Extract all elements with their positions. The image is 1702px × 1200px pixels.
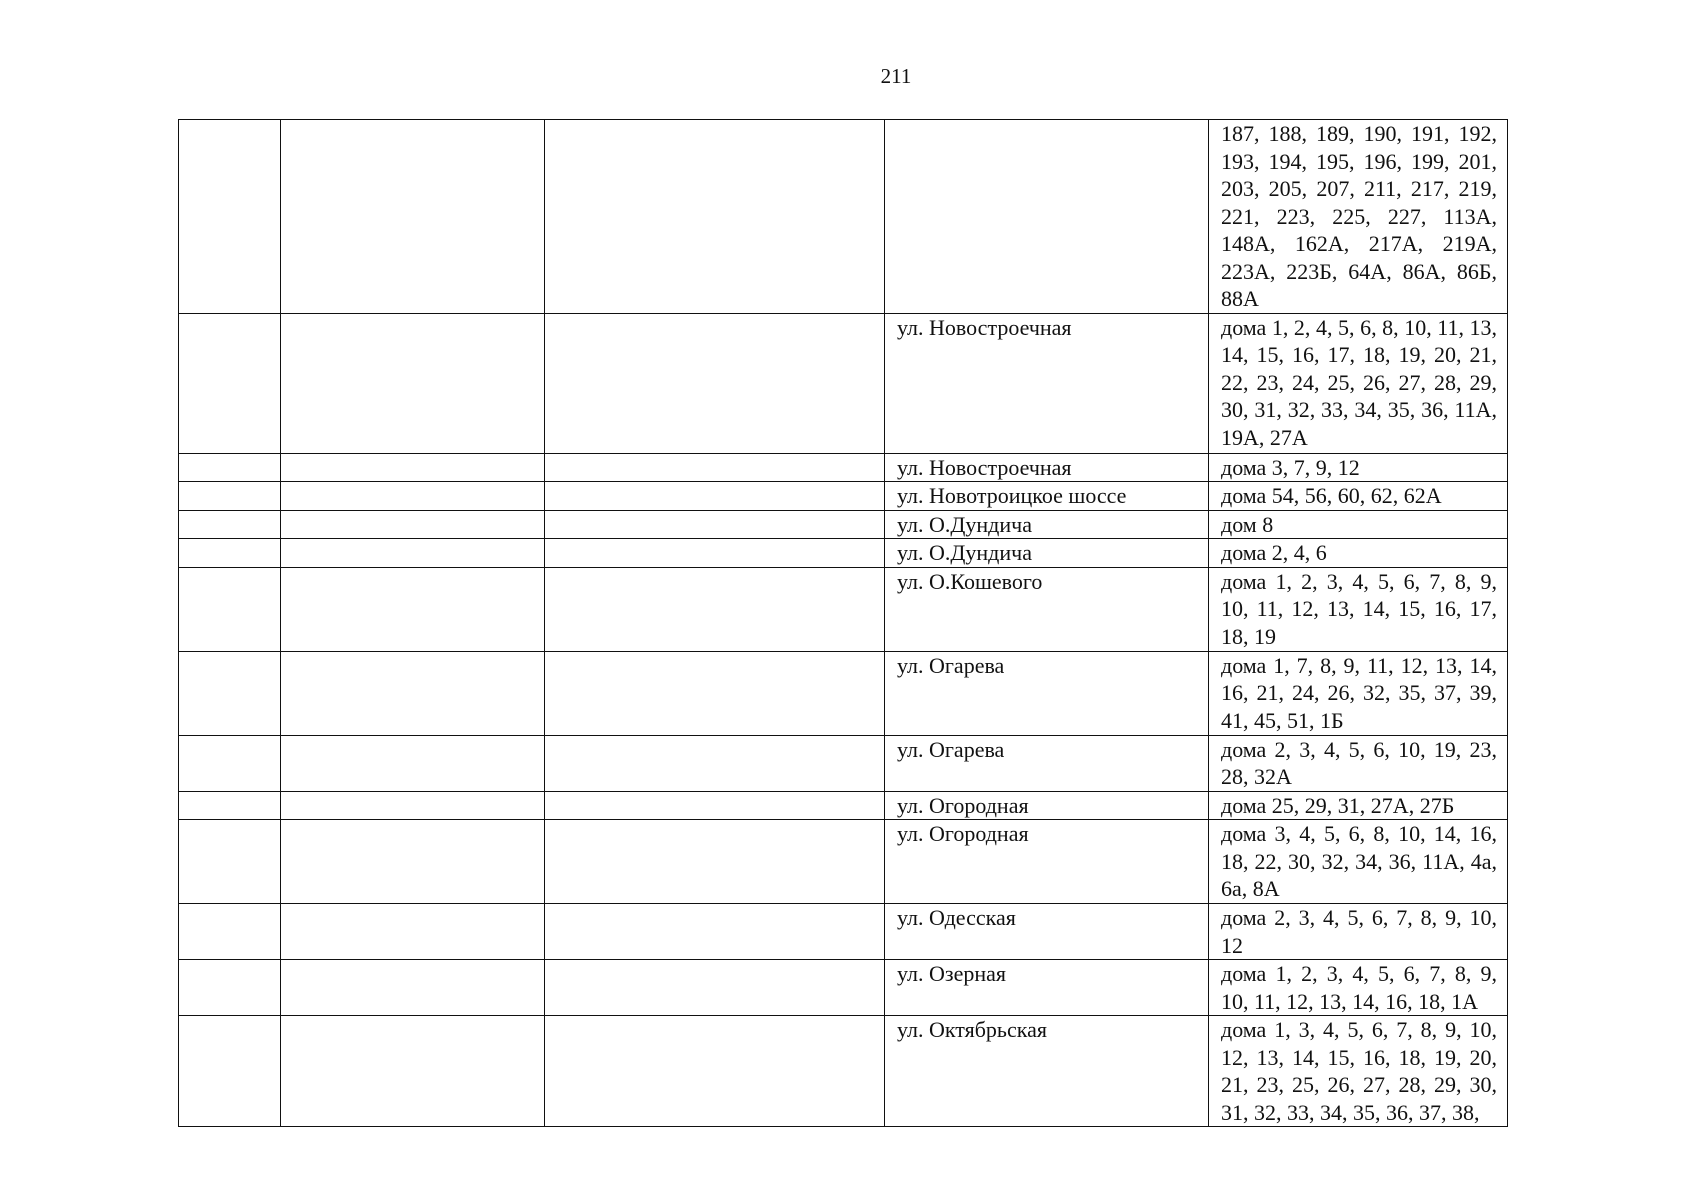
cell-empty <box>281 539 545 568</box>
table-row <box>179 651 1508 735</box>
table-row <box>179 120 1508 314</box>
cell-empty <box>545 791 885 820</box>
cell-empty <box>179 482 281 511</box>
table-row <box>179 820 1508 904</box>
cell-empty <box>545 539 885 568</box>
street-cell: ул. Огородная <box>885 791 1209 820</box>
street-cell: ул. О.Дундича <box>885 510 1209 539</box>
cell-empty <box>281 482 545 511</box>
cell-empty <box>179 820 281 904</box>
table-row <box>179 482 1508 511</box>
page-number: 211 <box>880 64 912 88</box>
cell-empty <box>179 960 281 1016</box>
cell-empty <box>179 313 281 453</box>
street-cell: ул. Огородная <box>885 820 1209 904</box>
table-row <box>179 735 1508 791</box>
cell-empty <box>281 904 545 960</box>
cell-empty <box>179 735 281 791</box>
street-cell: ул. Озерная <box>885 960 1209 1016</box>
table-row <box>179 539 1508 568</box>
table-row <box>179 1016 1508 1127</box>
street-cell: ул. Новостроечная <box>885 453 1209 482</box>
cell-empty <box>545 120 885 314</box>
cell-empty <box>545 567 885 651</box>
houses-cell: дома 3, 7, 9, 12 <box>1209 453 1508 482</box>
houses-cell: дома 3, 4, 5, 6, 8, 10, 14, 16, 18, 22, 30, 32, 34, 36, 11А, 4а, 6а, 8А <box>1209 820 1508 904</box>
houses-cell: дома 2, 4, 6 <box>1209 539 1508 568</box>
table-row <box>179 313 1508 453</box>
cell-empty <box>281 651 545 735</box>
cell-empty <box>545 482 885 511</box>
table-row <box>179 453 1508 482</box>
street-cell <box>885 120 1209 314</box>
street-cell: ул. О.Кошевого <box>885 567 1209 651</box>
cell-empty <box>545 313 885 453</box>
cell-empty <box>179 510 281 539</box>
street-cell: ул. Октябрьская <box>885 1016 1209 1127</box>
cell-empty <box>545 651 885 735</box>
address-table <box>178 119 1508 1127</box>
cell-empty <box>281 791 545 820</box>
houses-cell: дома 1, 2, 4, 5, 6, 8, 10, 11, 13, 14, 15, 16, 17, 18, 19, 20, 21, 22, 23, 24, 25, 26, 27, 28, 29, 30, 31, 32, 33, 34, 35, 36, 11А, 19А, 27А <box>1209 313 1508 453</box>
cell-empty <box>545 904 885 960</box>
cell-empty <box>281 960 545 1016</box>
cell-empty <box>179 791 281 820</box>
houses-cell: дома 1, 3, 4, 5, 6, 7, 8, 9, 10, 12, 13, 14, 15, 16, 18, 19, 20, 21, 23, 25, 26, 27, 28, 29, 30, 31, 32, 33, 34, 35, 36, 37, 38, <box>1209 1016 1508 1127</box>
cell-empty <box>545 820 885 904</box>
street-cell: ул. Новотроицкое шоссе <box>885 482 1209 511</box>
street-cell: ул. Одесская <box>885 904 1209 960</box>
cell-empty <box>179 904 281 960</box>
houses-cell: дома 25, 29, 31, 27А, 27Б <box>1209 791 1508 820</box>
houses-cell: 187, 188, 189, 190, 191, 192, 193, 194, 195, 196, 199, 201, 203, 205, 207, 211, 217, 219, 221, 223, 225, 227, 113А, 148А, 162А, 217А, 219А, 223А, 223Б, 64А, 86А, 86Б, 88А <box>1209 120 1508 314</box>
houses-cell: дом 8 <box>1209 510 1508 539</box>
table-row <box>179 904 1508 960</box>
cell-empty <box>281 120 545 314</box>
street-cell: ул. О.Дундича <box>885 539 1209 568</box>
cell-empty <box>281 735 545 791</box>
cell-empty <box>281 313 545 453</box>
houses-cell: дома 1, 2, 3, 4, 5, 6, 7, 8, 9, 10, 11, 12, 13, 14, 16, 18, 1А <box>1209 960 1508 1016</box>
table-row <box>179 567 1508 651</box>
cell-empty <box>281 567 545 651</box>
cell-empty <box>179 1016 281 1127</box>
cell-empty <box>179 120 281 314</box>
table-row <box>179 960 1508 1016</box>
cell-empty <box>179 539 281 568</box>
cell-empty <box>179 453 281 482</box>
cell-empty <box>545 960 885 1016</box>
houses-cell: дома 54, 56, 60, 62, 62А <box>1209 482 1508 511</box>
cell-empty <box>281 510 545 539</box>
street-cell: ул. Огарева <box>885 735 1209 791</box>
houses-cell: дома 2, 3, 4, 5, 6, 7, 8, 9, 10, 12 <box>1209 904 1508 960</box>
cell-empty <box>545 510 885 539</box>
cell-empty <box>281 453 545 482</box>
houses-cell: дома 2, 3, 4, 5, 6, 10, 19, 23, 28, 32А <box>1209 735 1508 791</box>
table-row <box>179 791 1508 820</box>
street-cell: ул. Огарева <box>885 651 1209 735</box>
cell-empty <box>281 1016 545 1127</box>
cell-empty <box>179 651 281 735</box>
table-row <box>179 510 1508 539</box>
cell-empty <box>545 1016 885 1127</box>
cell-empty <box>545 735 885 791</box>
houses-cell: дома 1, 7, 8, 9, 11, 12, 13, 14, 16, 21, 24, 26, 32, 35, 37, 39, 41, 45, 51, 1Б <box>1209 651 1508 735</box>
cell-empty <box>179 567 281 651</box>
houses-cell: дома 1, 2, 3, 4, 5, 6, 7, 8, 9, 10, 11, 12, 13, 14, 15, 16, 17, 18, 19 <box>1209 567 1508 651</box>
cell-empty <box>545 453 885 482</box>
cell-empty <box>281 820 545 904</box>
street-cell: ул. Новостроечная <box>885 313 1209 453</box>
